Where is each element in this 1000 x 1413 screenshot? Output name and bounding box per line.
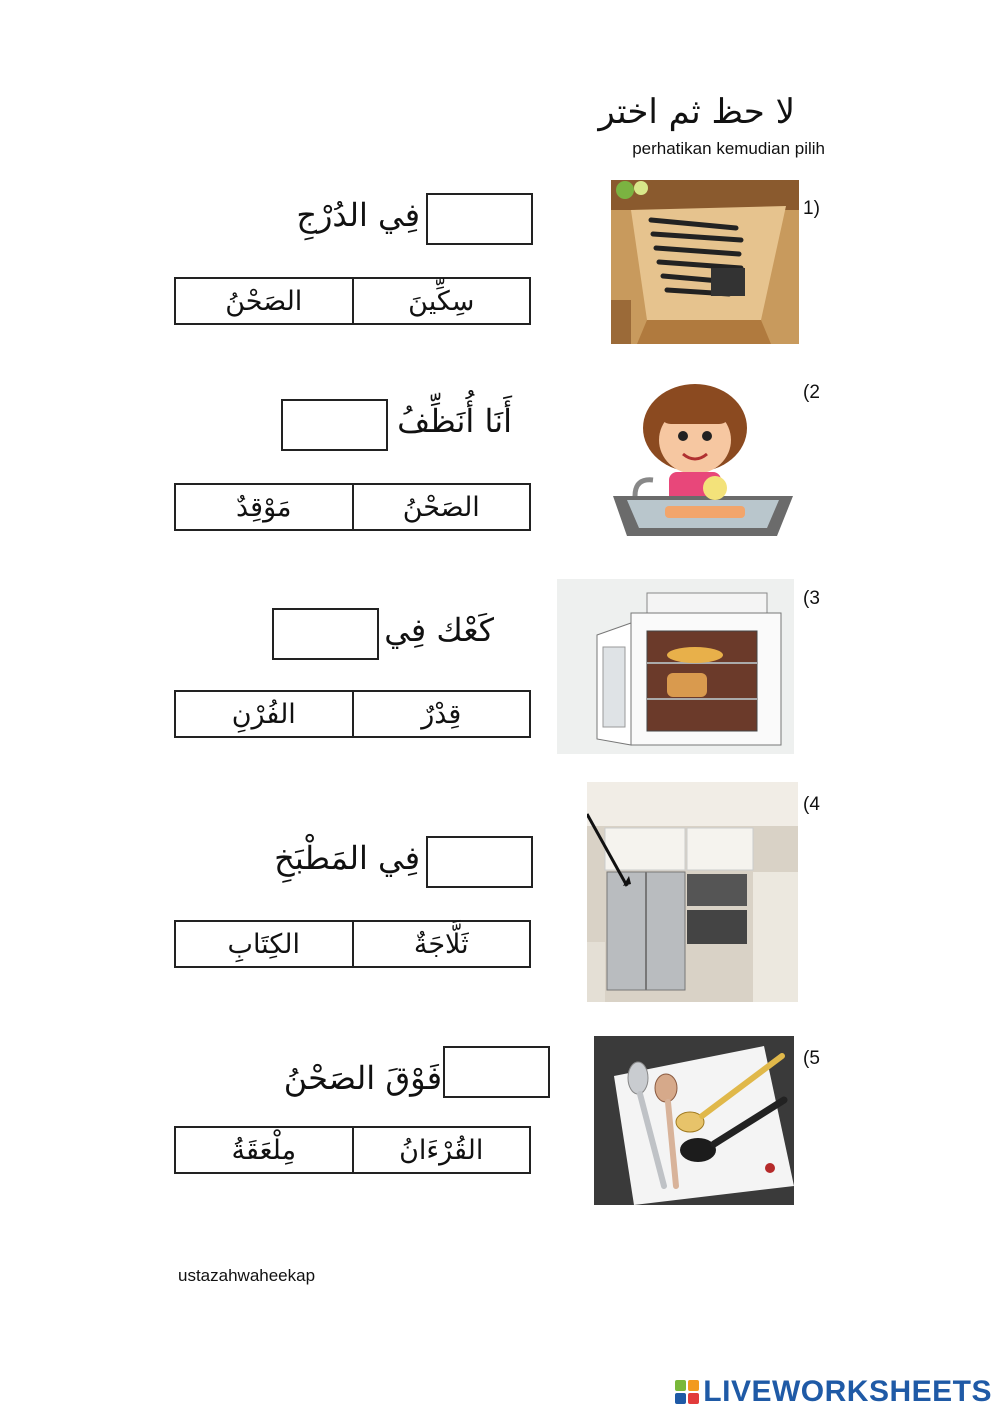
oven-image <box>557 579 794 754</box>
choices-row-4 <box>174 920 531 968</box>
question-number-4: (4 <box>803 794 820 815</box>
choice-option[interactable]: مِلْعَقَةُ <box>231 1134 297 1166</box>
drawer-knives-image <box>611 180 799 344</box>
question-phrase-1: فِي الدُرْجِ <box>296 196 420 234</box>
question-phrase-3: كَعْك فِي <box>384 611 494 649</box>
answer-box-2[interactable] <box>281 399 388 451</box>
choices-row-3 <box>174 690 531 738</box>
answer-box-1[interactable] <box>426 193 533 245</box>
question-number-5: (5 <box>803 1048 820 1069</box>
choice-option[interactable]: الصَحْنُ <box>352 485 530 529</box>
worksheet-subtitle: perhatikan kemudian pilih <box>632 139 825 158</box>
choices-row-1 <box>174 277 531 325</box>
answer-box-5[interactable] <box>443 1046 550 1098</box>
question-phrase-2: أَنَا أُنَظِّفُ <box>397 402 512 440</box>
girl-washing-dishes-image <box>605 378 798 550</box>
spoons-on-plate-image <box>594 1036 794 1205</box>
kitchen-refrigerator-image <box>587 782 798 1002</box>
liveworksheets-brand[interactable] <box>675 1375 992 1409</box>
question-number-1: 1) <box>803 198 820 219</box>
question-phrase-4: فِي المَطْبَخِ <box>274 839 420 877</box>
choice-option[interactable]: سِكِّينَ <box>352 279 530 323</box>
choice-option[interactable]: القُرْءَانُ <box>352 1128 530 1172</box>
choices-row-5 <box>174 1126 531 1174</box>
choices-row-2 <box>174 483 531 531</box>
choice-option[interactable]: الفُرْنِ <box>231 698 296 730</box>
choice-option[interactable]: الكِتَابِ <box>227 928 300 960</box>
answer-box-4[interactable] <box>426 836 533 888</box>
choice-option[interactable]: قِدْرٌ <box>352 692 530 736</box>
choice-option[interactable]: الصَحْنُ <box>225 285 303 317</box>
question-number-3: (3 <box>803 588 820 609</box>
liveworksheets-logo-icon <box>675 1380 699 1404</box>
choice-option[interactable]: مَوْقِدٌ <box>236 491 292 523</box>
worksheet-title: لا حظ ثم اختر <box>598 92 795 132</box>
answer-box-3[interactable] <box>272 608 379 660</box>
author-credit: ustazahwaheekap <box>178 1266 316 1285</box>
choice-option[interactable]: ثَلَّاجَةٌ <box>352 922 530 966</box>
question-phrase-5: فَوْقَ الصَحْنُ <box>283 1059 442 1097</box>
question-number-2: (2 <box>803 382 820 403</box>
brand-name: LIVEWORKSHEETS <box>703 1375 992 1408</box>
